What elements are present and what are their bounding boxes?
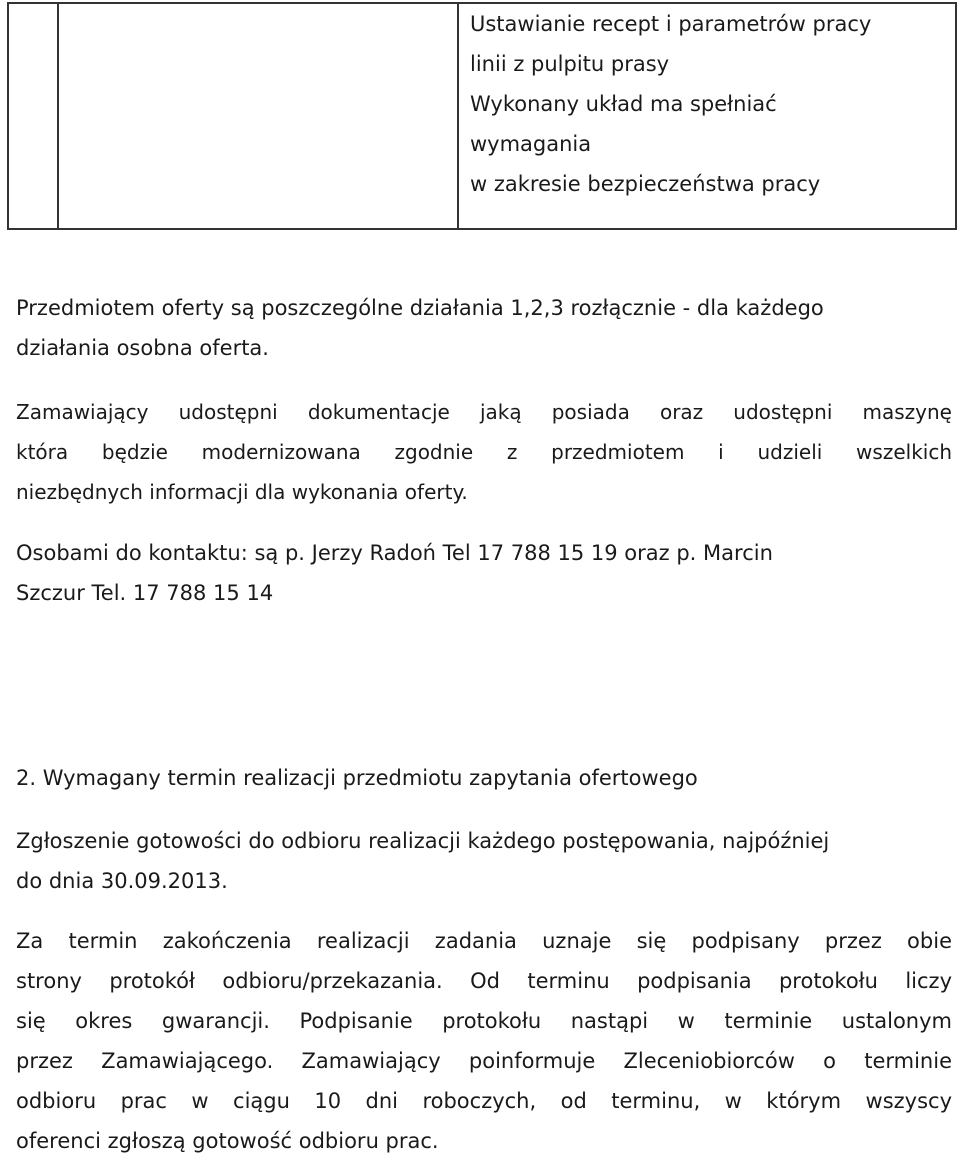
documentation-paragraph [16,392,952,512]
paragraph-line: Szczur Tel. 17 788 15 14 [16,581,274,605]
table-cell-line: wymagania [470,132,592,156]
paragraph-line: Przedmiotem oferty są poszczególne działania 1,2,3 rozłącznie - dla każdego [16,296,824,320]
paragraph-line: niezbędnych informacji dla wykonania oferty. [16,480,468,504]
table-cell-line: w zakresie bezpieczeństwa pracy [470,172,821,196]
paragraph-line: do dnia 30.09.2013. [16,869,228,893]
paragraph-line: się okres gwarancji. Podpisanie protokołu nastąpi w terminie ustalonym [16,1009,952,1033]
paragraph-line: Za termin zakończenia realizacji zadania uznaje się podpisany przez obie [16,929,952,953]
paragraph-line: Zamawiający udostępni dokumentacje jaką posiada oraz udostępni maszynę [16,400,952,424]
deadline-paragraph [16,821,952,901]
paragraph-line: Osobami do kontaktu: są p. Jerzy Radoń Tel 17 788 15 19 oraz p. Marcin [16,541,773,565]
paragraph-line: odbioru prac w ciągu 10 dni roboczych, od terminu, w którym wszyscy [16,1089,952,1113]
table-cell-line: Wykonany układ ma spełniać [470,92,777,116]
paragraph-line: która będzie modernizowana zgodnie z przedmiotem i udzieli wszelkich [16,440,952,464]
table-column-number [9,4,59,228]
section-heading: 2. Wymagany termin realizacji przedmiotu zapytania ofertowego [16,766,698,790]
paragraph-line: przez Zamawiającego. Zamawiający poinformuje Zleceniobiorców o terminie [16,1049,952,1073]
contact-paragraph [16,533,952,613]
paragraph-line: strony protokół odbioru/przekazania. Od terminu podpisania protokołu liczy [16,969,952,993]
paragraph-line: Zgłoszenie gotowości do odbioru realizacji każdego postępowania, najpóźniej [16,829,830,853]
table-cell-line: Ustawianie recept i parametrów pracy [470,12,872,36]
table-column-empty [57,4,459,228]
completion-paragraph [16,921,952,1161]
paragraph-line: oferenci zgłoszą gotowość odbioru prac. [16,1129,439,1153]
table-cell-line: linii z pulpitu prasy [470,52,670,76]
offer-paragraph [16,288,952,368]
paragraph-line: działania osobna oferta. [16,336,269,360]
table-cell-description [470,4,871,204]
